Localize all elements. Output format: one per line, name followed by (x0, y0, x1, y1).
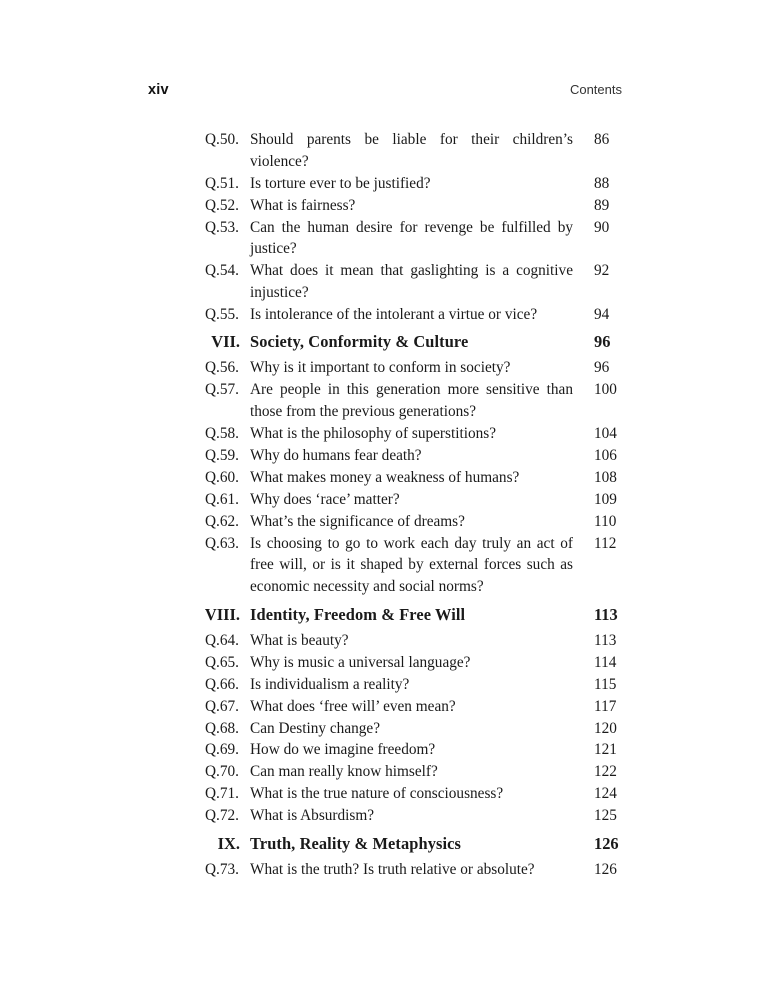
page-number: 106 (594, 446, 617, 464)
question-label: Q.70. (205, 763, 239, 781)
toc-entry-row[interactable] (148, 761, 638, 783)
table-of-contents-list (148, 129, 638, 881)
toc-entry-row[interactable] (148, 652, 638, 674)
question-label: Q.62. (205, 512, 239, 530)
page-number: 89 (594, 196, 610, 214)
question-text: Can man really know himself? (250, 763, 438, 781)
toc-entry-row[interactable] (148, 489, 638, 511)
question-text: What’s the significance of dreams? (250, 512, 465, 530)
question-label: Q.53. (205, 218, 239, 236)
question-text: What is the philosophy of superstitions? (250, 424, 496, 442)
toc-entry-row[interactable] (148, 195, 638, 217)
toc-entry-row[interactable] (148, 859, 638, 881)
question-text: Is choosing to go to work each day truly an act of free will, or is it shaped by external forces such as economic necessity and social norms? (250, 534, 573, 595)
page-number: 90 (594, 218, 610, 236)
section-title: Society, Conformity & Culture (250, 332, 469, 352)
question-text: Are people in this generation more sensitive than those from the previous generations? (250, 381, 573, 420)
section-numeral: VII. (211, 332, 240, 352)
page-number: 126 (594, 861, 617, 879)
section-numeral: VIII. (204, 604, 240, 624)
question-label: Q.71. (205, 785, 239, 803)
page-number: 96 (594, 359, 610, 377)
page-number: 121 (594, 741, 617, 759)
page-number: 109 (594, 490, 617, 508)
question-label: Q.50. (205, 131, 239, 148)
page-number: 113 (594, 631, 617, 649)
running-header-title: Contents (569, 82, 622, 97)
page-number: 108 (594, 468, 617, 486)
question-label: Q.55. (205, 305, 239, 323)
question-label: Q.63. (205, 534, 239, 552)
toc-entry-row[interactable] (148, 739, 638, 761)
page-number: 110 (594, 512, 617, 530)
page-number: 113 (594, 604, 618, 624)
running-header (148, 82, 622, 98)
page-number: 122 (594, 763, 617, 781)
question-text: What is fairness? (250, 196, 356, 214)
question-text: Is intolerance of the intolerant a virtue or vice? (250, 305, 538, 323)
question-label: Q.65. (205, 653, 239, 671)
question-text: Should parents be liable for their children’s violence? (250, 131, 573, 170)
question-text: What does ‘free will’ even mean? (250, 697, 456, 715)
toc-section-row[interactable] (148, 832, 638, 856)
question-text: What makes money a weakness of humans? (250, 468, 520, 486)
toc-entry-row[interactable] (148, 783, 638, 805)
question-label: Q.57. (205, 381, 239, 399)
question-text: What is beauty? (250, 631, 349, 649)
question-text: How do we imagine freedom? (250, 741, 436, 759)
toc-entry-row[interactable] (148, 630, 638, 652)
question-label: Q.61. (205, 490, 239, 508)
toc-entry-row[interactable] (148, 511, 638, 533)
question-text: Why is music a universal language? (250, 653, 471, 671)
page-number: 96 (594, 332, 611, 352)
section-numeral: IX. (217, 834, 240, 854)
question-text: Why do humans fear death? (250, 446, 422, 464)
toc-entry-row[interactable] (148, 674, 638, 696)
toc-entry-row[interactable] (148, 696, 638, 718)
question-label: Q.52. (205, 196, 239, 214)
toc-entry-row[interactable] (148, 718, 638, 740)
question-label: Q.73. (205, 861, 239, 879)
toc-entry-row[interactable] (148, 533, 638, 598)
question-label: Q.60. (205, 468, 239, 486)
toc-entry-row[interactable] (148, 379, 638, 422)
toc-entry-row[interactable] (148, 304, 638, 326)
question-label: Q.72. (205, 807, 239, 825)
page-number: 115 (594, 675, 617, 693)
toc-section-row[interactable] (148, 330, 638, 354)
question-label: Q.56. (205, 359, 239, 377)
question-label: Q.51. (205, 174, 239, 192)
question-text: What is the truth? Is truth relative or absolute? (250, 861, 535, 879)
question-label: Q.54. (205, 262, 239, 280)
question-text: Is individualism a reality? (250, 675, 410, 693)
question-label: Q.58. (205, 424, 239, 442)
question-label: Q.67. (205, 697, 239, 715)
page-number: 104 (594, 424, 617, 442)
toc-section-row[interactable] (148, 603, 638, 627)
page-number: 88 (594, 174, 610, 192)
toc-entry-row[interactable] (148, 805, 638, 827)
question-text: Can Destiny change? (250, 719, 380, 737)
toc-entry-row[interactable] (148, 217, 638, 260)
question-text: What is Absurdism? (250, 807, 375, 825)
question-label: Q.66. (205, 675, 239, 693)
toc-entry-row[interactable] (148, 129, 638, 172)
question-label: Q.68. (205, 719, 239, 737)
question-text: Why is it important to conform in society? (250, 359, 511, 377)
toc-entry-row[interactable] (148, 467, 638, 489)
question-text: Can the human desire for revenge be fulfilled by justice? (250, 218, 573, 258)
page-number: 126 (594, 834, 619, 854)
section-title: Identity, Freedom & Free Will (250, 604, 466, 624)
page-number: 86 (594, 131, 610, 148)
question-text: What is the true nature of consciousness? (250, 785, 504, 803)
page-number: 117 (594, 697, 617, 715)
page-number: 92 (594, 262, 610, 280)
section-title: Truth, Reality & Metaphysics (250, 834, 462, 854)
page-number: 125 (594, 807, 617, 825)
question-label: Q.69. (205, 741, 239, 759)
page-number: 100 (594, 381, 617, 399)
question-label: Q.64. (205, 631, 239, 649)
page-number: 124 (594, 785, 617, 803)
toc-entry-row[interactable] (148, 173, 638, 195)
toc-entry-row[interactable] (148, 445, 638, 467)
toc-entry-row[interactable] (148, 357, 638, 379)
page-folio: xiv (148, 82, 169, 98)
page-number: 112 (594, 534, 617, 552)
question-text: Is torture ever to be justified? (250, 174, 431, 192)
question-text: Why does ‘race’ matter? (250, 490, 400, 508)
toc-entry-row[interactable] (148, 260, 638, 303)
page-number: 114 (594, 653, 617, 671)
toc-entry-row[interactable] (148, 423, 638, 445)
page-number: 94 (594, 305, 610, 323)
page-number: 120 (594, 719, 617, 737)
question-label: Q.59. (205, 446, 239, 464)
question-text: What does it mean that gaslighting is a cognitive injustice? (250, 262, 573, 301)
